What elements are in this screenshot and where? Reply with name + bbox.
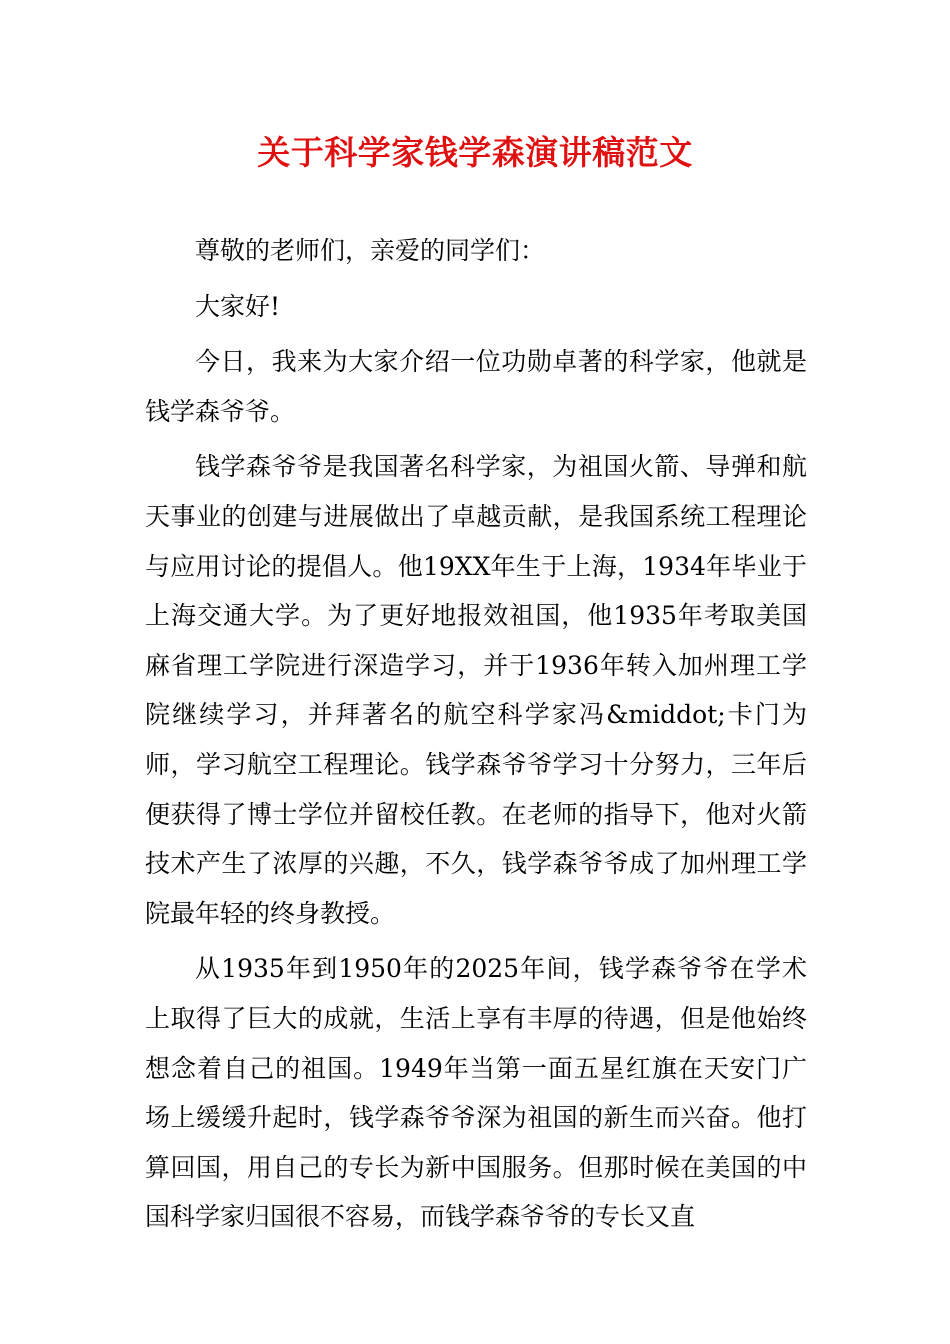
document-title: 关于科学家钱学森演讲稿范文 xyxy=(257,133,693,172)
paragraph-return: 从1935年到1950年的2025年间，钱学森爷爷在学术上取得了巨大的成就，生活上享有丰厚的待遇，但是他始终想念着自己的祖国。1949年当第一面五星红旗在天安门广场上缓缓升起时，钱学森爷爷深为祖国的新生而兴奋。他打算回国，用自己的专长为新中国服务。但那时候在美国的中国科学家归国很不容易，而钱学森爷爷的专长又直 xyxy=(145,954,807,1232)
paragraph-greeting: 尊敬的老师们，亲爱的同学们： xyxy=(195,236,546,265)
document-body xyxy=(145,226,807,1242)
paragraph-intro: 今日，我来为大家介绍一位功勋卓著的科学家，他就是钱学森爷爷。 xyxy=(145,347,807,426)
paragraph-hello: 大家好! xyxy=(195,291,281,321)
paragraph-biography: 钱学森爷爷是我国著名科学家，为祖国火箭、导弹和航天事业的创建与进展做出了卓越贡献，是我国系统工程理论与应用讨论的提倡人。他19XX年生于上海，1934年毕业于上海交通大学。为了更好地报效祖国，他1935年考取美国麻省理工学院进行深造学习，并于1936年转入加州理工学院继续学习，并拜著名的航空科学家冯&middot;卡门为师，学习航空工程理论。钱学森爷爷学习十分努力，三年后便获得了博士学位并留校任教。在老师的指导下，他对火箭技术产生了浓厚的兴趣，不久，钱学森爷爷成了加州理工学院最年轻的终身教授。 xyxy=(145,452,807,928)
